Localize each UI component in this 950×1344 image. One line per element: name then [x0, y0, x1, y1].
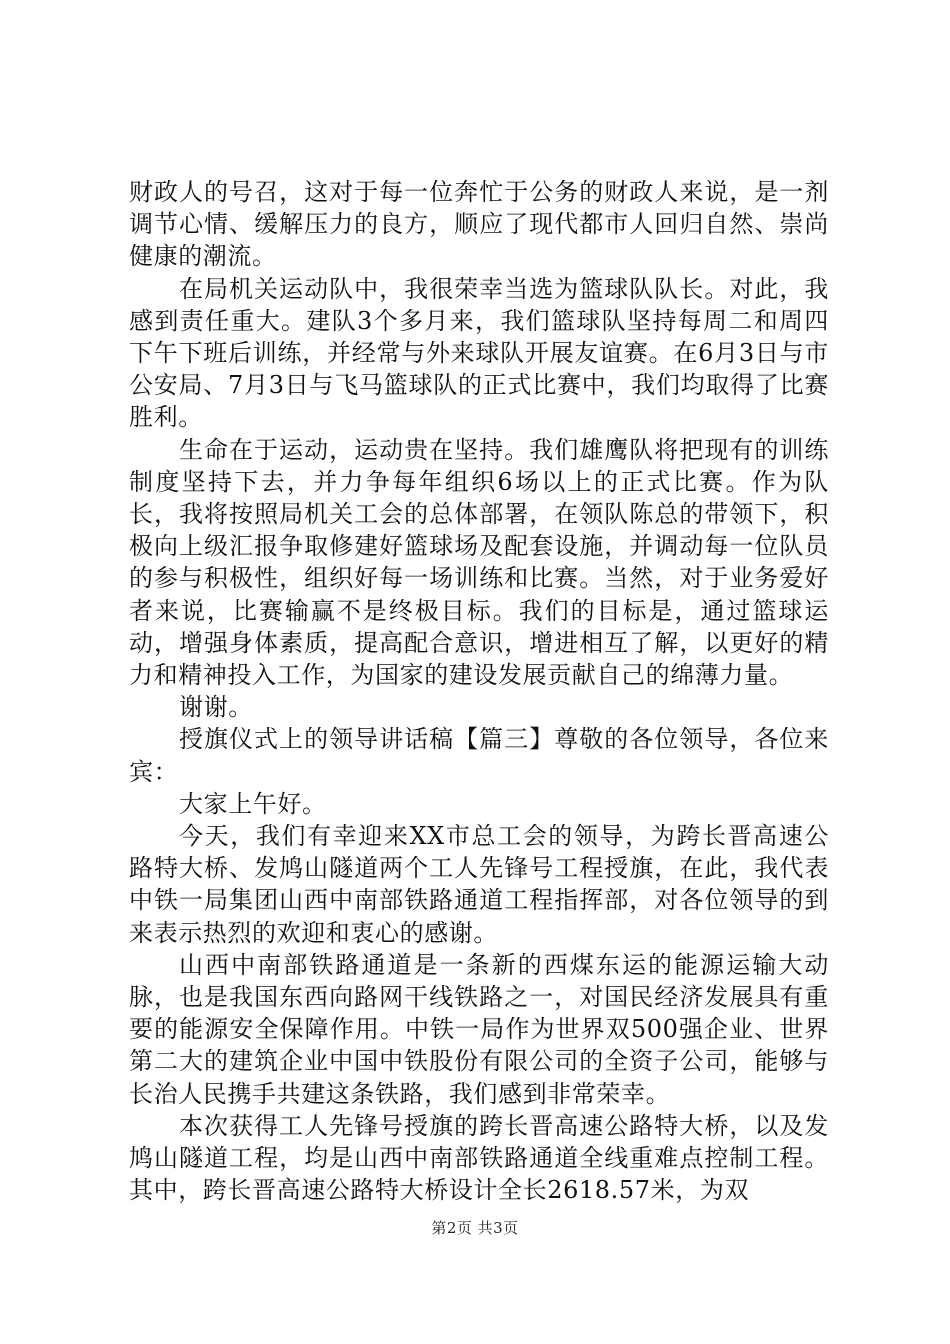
paragraph-basketball-team: 在局机关运动队中，我很荣幸当选为篮球队队长。对此，我感到责任重大。建队3个多月来，我们篮球队坚持每周二和周四下午下班后训练，并经常与外来球队开展友谊赛。在6月3日与市公安局、7月3日与飞马篮球队的正式比赛中，我们均取得了比赛胜利。	[129, 274, 829, 432]
paragraph-greeting: 大家上午好。	[179, 789, 327, 818]
paragraph-bridge-project: 本次获得工人先锋号授旗的跨长晋高速公路特大桥，以及发鸠山隧道工程，均是山西中南部铁路通道全线重难点控制工程。其中，跨长晋高速公路特大桥设计全长2618.57米，为双	[129, 1111, 829, 1205]
paragraph-continuation: 财政人的号召，这对于每一位奔忙于公务的财政人来说，是一剂调节心情、缓解压力的良方，顺应了现代都市人回归自然、崇尚健康的潮流。	[129, 178, 829, 271]
paragraph-thanks: 谢谢。	[179, 693, 253, 722]
paragraph-railway-intro: 山西中南部铁路通道是一条新的西煤东运的能源运输大动脉，也是我国东西向路网干线铁路之一，对国民经济发展具有重要的能源安全保障作用。中铁一局作为世界双500强企业、世界第二大的建筑企业中国中铁股份有限公司的全资子公司，能够与长治人民携手共建这条铁路，我们感到非常荣幸。	[129, 950, 829, 1108]
document-body	[129, 176, 829, 1207]
paragraph-speech-title: 授旗仪式上的领导讲话稿【篇三】尊敬的各位领导，各位来宾：	[129, 725, 829, 786]
paragraph-welcome: 今天，我们有幸迎来XX市总工会的领导，为跨长晋高速公路特大桥、发鸠山隧道两个工人先锋号工程授旗，在此，我代表中铁一局集团山西中南部铁路通道工程指挥部，对各位领导的到来表示热烈的欢迎和衷心的感谢。	[129, 822, 829, 947]
paragraph-persistence: 生命在于运动，运动贵在坚持。我们雄鹰队将把现有的训练制度坚持下去，并力争每年组织6场以上的正式比赛。作为队长，我将按照局机关工会的总体部署，在领队陈总的带领下，积极向上级汇报争取修建好篮球场及配套设施，并调动每一位队员的参与积极性，组织好每一场训练和比赛。当然，对于业务爱好者来说，比赛输赢不是终极目标。我们的目标是，通过篮球运动，增强身体素质，提高配合意识，增进相互了解，以更好的精力和精神投入工作，为国家的建设发展贡献自己的绵薄力量。	[129, 435, 829, 690]
page-footer: 第2页 共3页	[431, 1219, 519, 1237]
